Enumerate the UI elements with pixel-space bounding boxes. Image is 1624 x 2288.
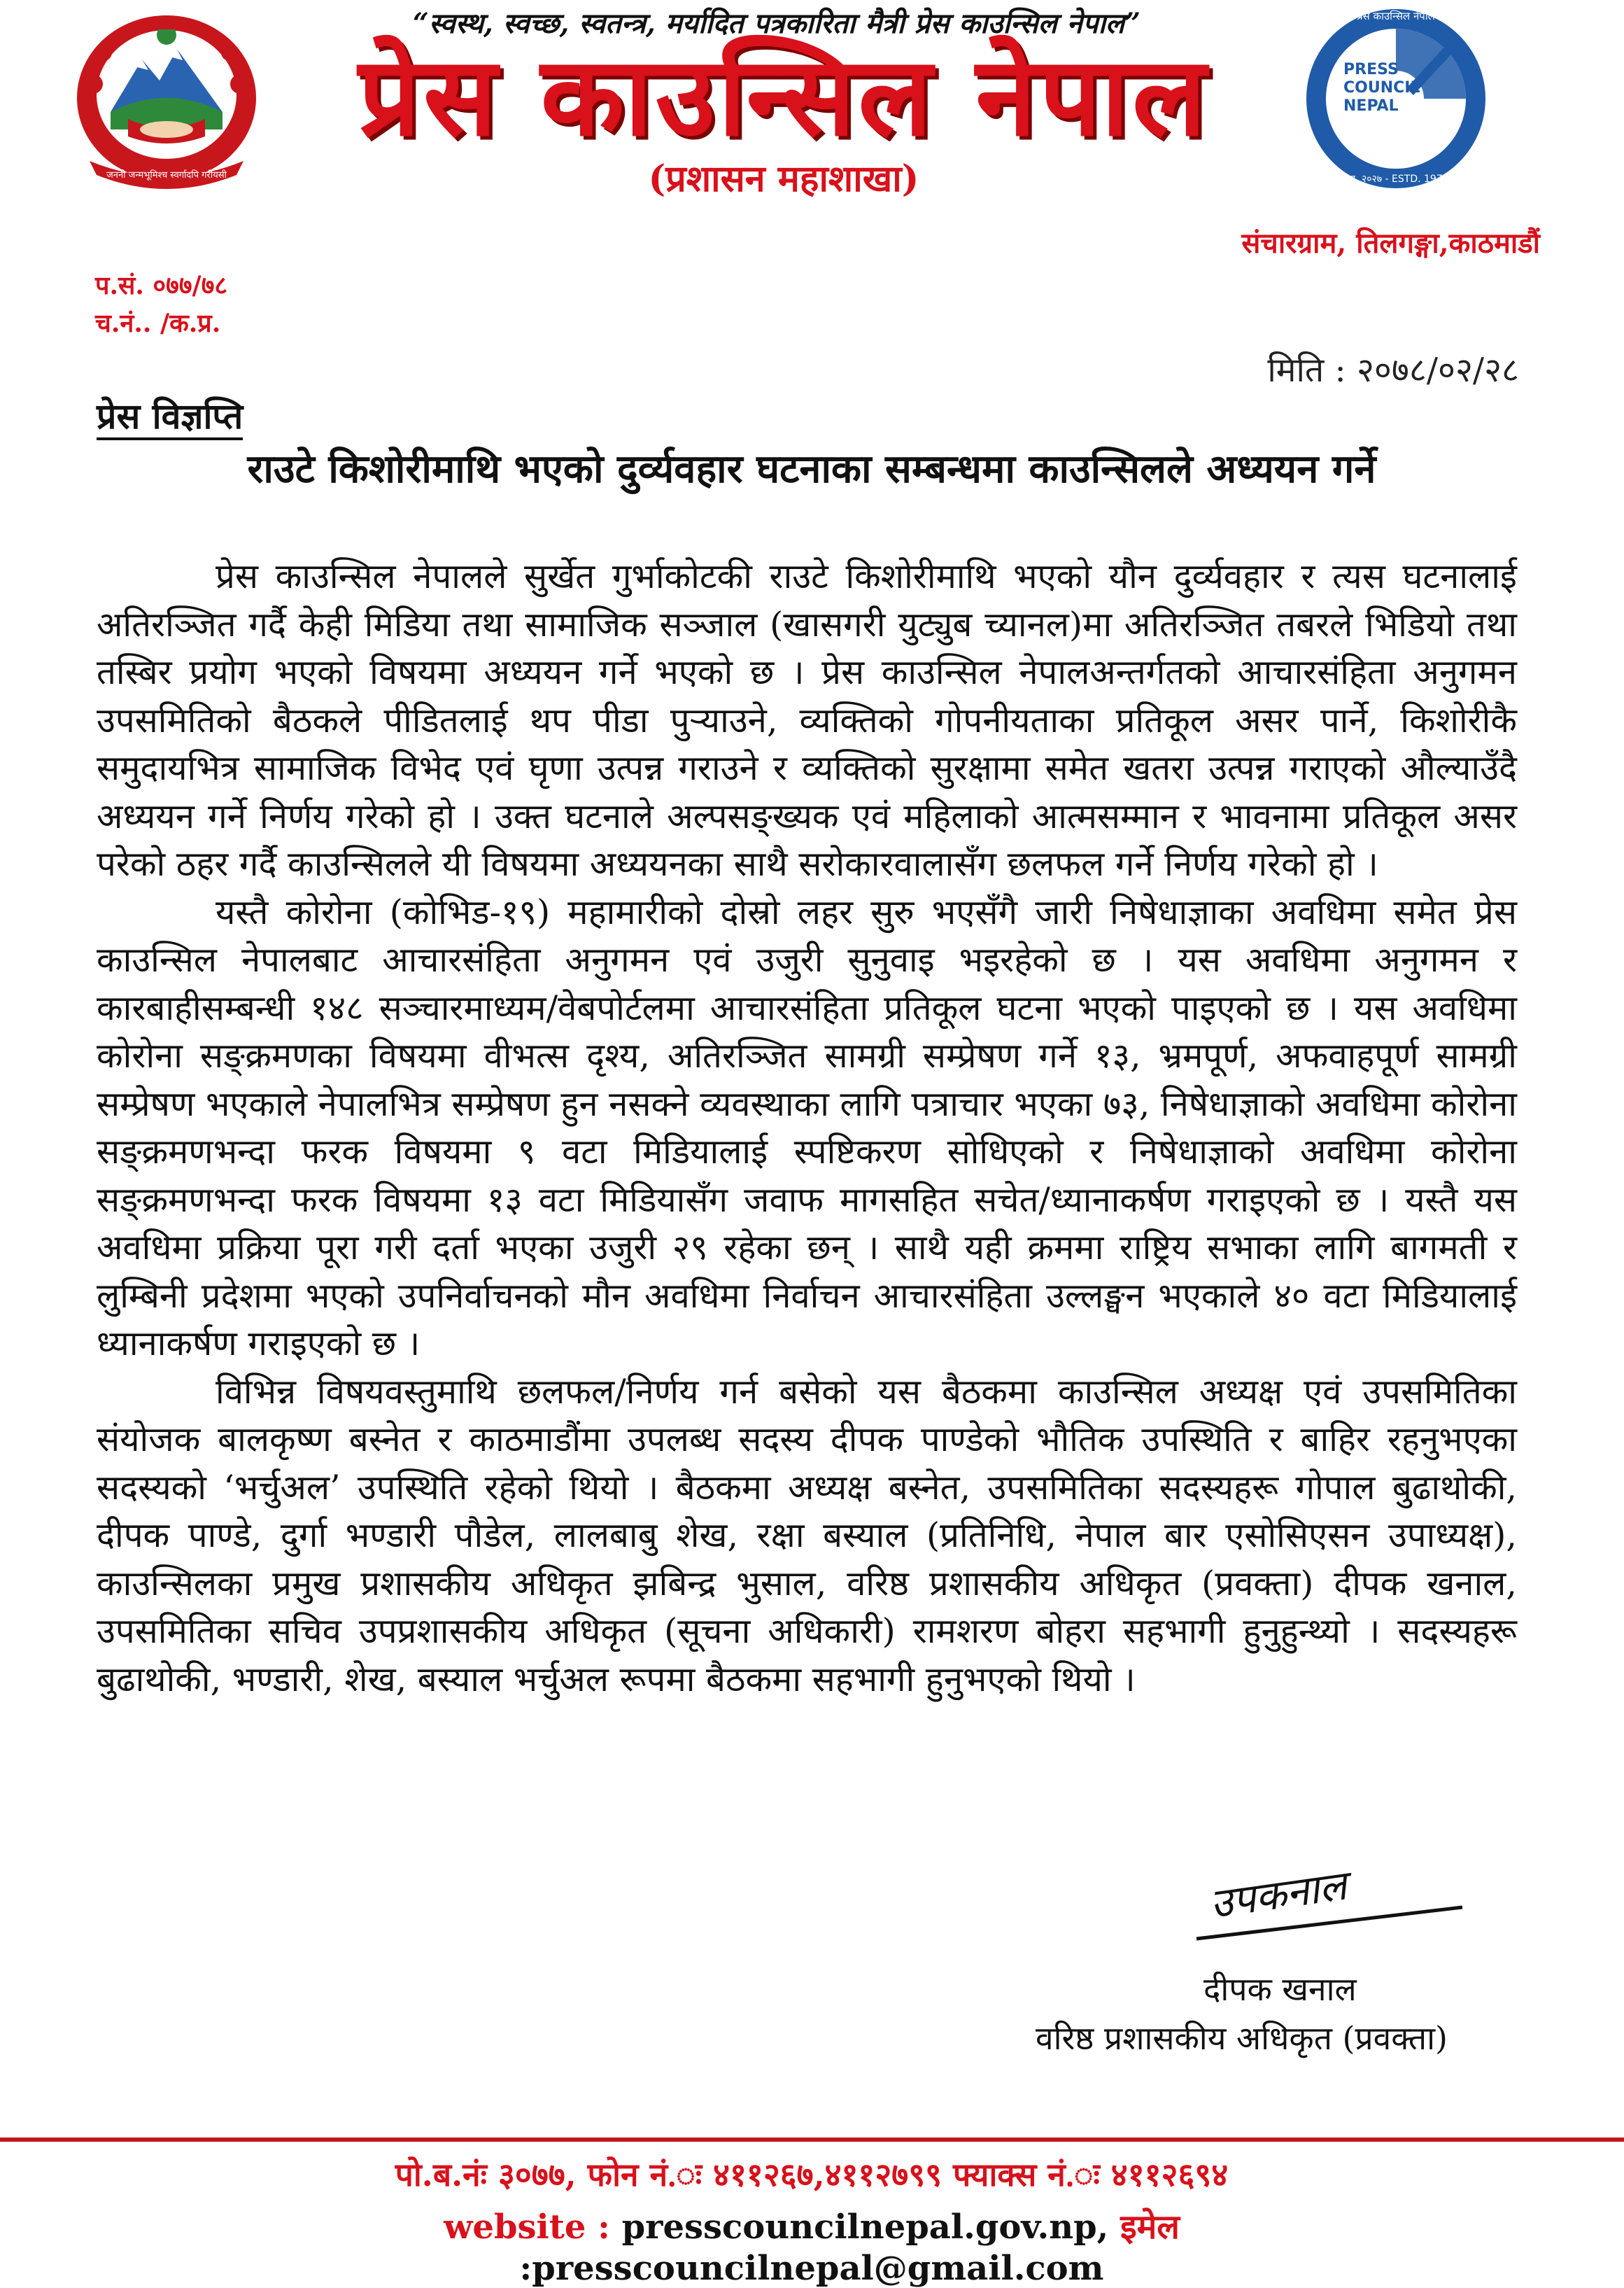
nepal-emblem-logo (62, 7, 271, 196)
office-address: संचारग्राम, तिलगङ्गा,काठमाडौं (1241, 227, 1540, 260)
signature (1182, 1841, 1476, 1946)
footer-web-info (182, 2203, 1441, 2288)
signatory-name: दीपक खनाल (1203, 1970, 1357, 2008)
website-link[interactable]: presscouncilnepal.gov.np, (609, 2208, 1121, 2247)
document-date: मिति : २०७८/०२/२८ (1267, 351, 1519, 390)
press-release-heading: प्रेस विज्ञप्ति (97, 395, 243, 440)
header-motto: “स्वस्थ, स्वच्छ, स्वतन्त्र, मर्यादित पत्रकारिता मैत्री प्रेस काउन्सिल नेपाल” (412, 7, 1141, 40)
reference-number: प.सं. ०७७/७८ (95, 271, 228, 300)
dispatch-number: च.नं.. /क.प्र. (95, 309, 221, 338)
logo-top-arc: प्रेस काउन्सिल नेपाल (1357, 10, 1435, 22)
logo-estd: स्था. २०२७ - ESTD. 1970 (1343, 174, 1449, 185)
release-body (97, 553, 1517, 1704)
email-link[interactable]: :presscouncilnepal@gmail.com (519, 2249, 1104, 2288)
emblem-motto-text: जननी जन्मभूमिश्च स्वर्गादपि गरीयसी (106, 170, 227, 181)
release-headline: राउटे किशोरीमाथि भएको दुर्व्यवहार घटनाका सम्बन्धमा काउन्सिलले अध्ययन गर्ने (247, 446, 1376, 492)
body-paragraph-3: विभिन्न विषयवस्तुमाथि छलफल/निर्णय गर्न बसेको यस बैठकमा काउन्सिल अध्यक्ष एवं उपसमितिका संयोजक बालकृष्ण बस्नेत र काठमाडौंमा उपलब्ध सदस्य दीपक पाण्डेको भौतिक उपस्थिति र बाहिर रहनुभएका सदस्यको ‘भर्चुअल’ उपस्थिति रहेको थियो । बैठकमा अध्यक्ष बस्नेत, उपसमितिका सदस्यहरू गोपाल बुढाथोकी, दीपक पाण्डे, दुर्गा भण्डारी पौडेल, लालबाबु शेख, रक्षा बस्याल (प्रतिनिधि, नेपाल बार एसोसिएसन उपाध्यक्ष), काउन्सिलका प्रमुख प्रशासकीय अधिकृत झबिन्द्र भुसाल, वरिष्ठ प्रशासकीय अधिकृत (प्रवक्ता) दीपक खनाल, उपसमितिका सचिव उपप्रशासकीय अधिकृत (सूचना अधिकारी) रामशरण बोहरा सहभागी हुनुहुन्थ्यो । सदस्यहरू बुढाथोकी, भण्डारी, शेख, बस्याल भर्चुअल रूपमा बैठकमा सहभागी हुनुभएको थियो । (97, 1371, 1517, 1699)
logo-line-2: COUNCIL (1343, 79, 1420, 97)
footer-contact-info: पो.ब.नंः ३०७७, फोन नं.ः ४११२६७,४११२७९९ फ्याक्स नं.ः ४११२६९४ (395, 2156, 1229, 2194)
body-paragraph-1: प्रेस काउन्सिल नेपालले सुर्खेत गुर्भाकोटकी राउटे किशोरीमाथि भएको यौन दुर्व्यवहार र त्यस घटनालाई अतिरञ्जित गर्दै केही मिडिया तथा सामाजिक सञ्जाल (खासगरी युट्युब च्यानल)मा अतिरञ्जित तबरले भिडियो तथा तस्बिर प्रयोग भएको विषयमा अध्ययन गर्ने भएको छ । प्रेस काउन्सिल नेपालअन्तर्गतको आचारसंहिता अनुगमन उपसमितिको बैठकले पीडितलाई थप पीडा पुऱ्याउने, व्यक्तिको गोपनीयताका प्रतिकूल असर पार्ने, किशोरीकै समुदायभित्र सामाजिक विभेद एवं घृणा उत्पन्न गराउने र व्यक्तिको सुरक्षामा समेत खतरा उत्पन्न गराएको औल्याउँदै अध्ययन गर्ने निर्णय गरेको हो । उक्त घटनाले अल्पसङ्ख्यक एवं महिलाको आत्मसम्मान र भावनामा प्रतिकूल असर परेको ठहर गर्दै काउन्सिलले यी विषयमा अध्ययनका साथै सरोकारवालासँग छलफल गर्ने निर्णय गरेको हो । (97, 556, 1517, 884)
signatory-title: वरिष्ठ प्रशासकीय अधिकृत (प्रवक्ता) (1036, 2019, 1448, 2057)
body-paragraph-2: यस्तै कोरोना (कोभिड-१९) महामारीको दोस्रो लहर सुरु भएसँगै जारी निषेधाज्ञाका अवधिमा समेत प्रेस काउन्सिल नेपालबाट आचारसंहिता अनुगमन एवं उजुरी सुनुवाइ भइरहेको छ । यस अवधिमा अनुगमन र कारबाहीसम्बन्धी १४८ सञ्चारमाध्यम/वेबपोर्टलमा आचारसंहिता प्रतिकूल घटना भएको पाइएको छ । यस अवधिमा कोरोना सङ्क्रमणका विषयमा वीभत्स दृश्य, अतिरञ्जित सामग्री सम्प्रेषण गर्ने १३, भ्रमपूर्ण, अफवाहपूर्ण सामग्री सम्प्रेषण भएकाले नेपालभित्र सम्प्रेषण हुन नसक्ने व्यवस्थाका लागि पत्राचार भएका ७३, निषेधाज्ञाको अवधिमा कोरोना सङ्क्रमणभन्दा फरक विषयमा ९ वटा मिडियालाई स्पष्टिकरण सोधिएको र निषेधाज्ञाको अवधिमा कोरोना सङ्क्रमणभन्दा फरक विषयमा १३ वटा मिडियासँग जवाफ मागसहित सचेत/ध्यानाकर्षण गराइएको छ । यस्तै यस अवधिमा प्रक्रिया पूरा गरी दर्ता भएका उजुरी २९ रहेका छन् । साथै यही क्रममा राष्ट्रिय सभाका लागि बागमती र लुम्बिनी प्रदेशमा भएको उपनिर्वाचनको मौन अवधिमा निर्वाचन आचारसंहिता उल्लङ्घन भएकाले ४० वटा मिडियालाई ध्यानाकर्षण गराइएको छ । (97, 892, 1517, 1363)
footer-divider (0, 2138, 1624, 2142)
email-label: इमेल (1120, 2208, 1180, 2247)
press-council-logo (1301, 4, 1490, 193)
organization-title: प्रेस काउन्सिल नेपाल (358, 32, 1209, 160)
signature-scribble: उपकनाल (1207, 1861, 1350, 1928)
logo-line-3: NEPAL (1343, 97, 1399, 115)
logo-line-1: PRESS (1343, 61, 1399, 78)
website-label: website : (444, 2208, 610, 2247)
department-subtitle: (प्रशासन महाशाखा) (648, 157, 919, 200)
